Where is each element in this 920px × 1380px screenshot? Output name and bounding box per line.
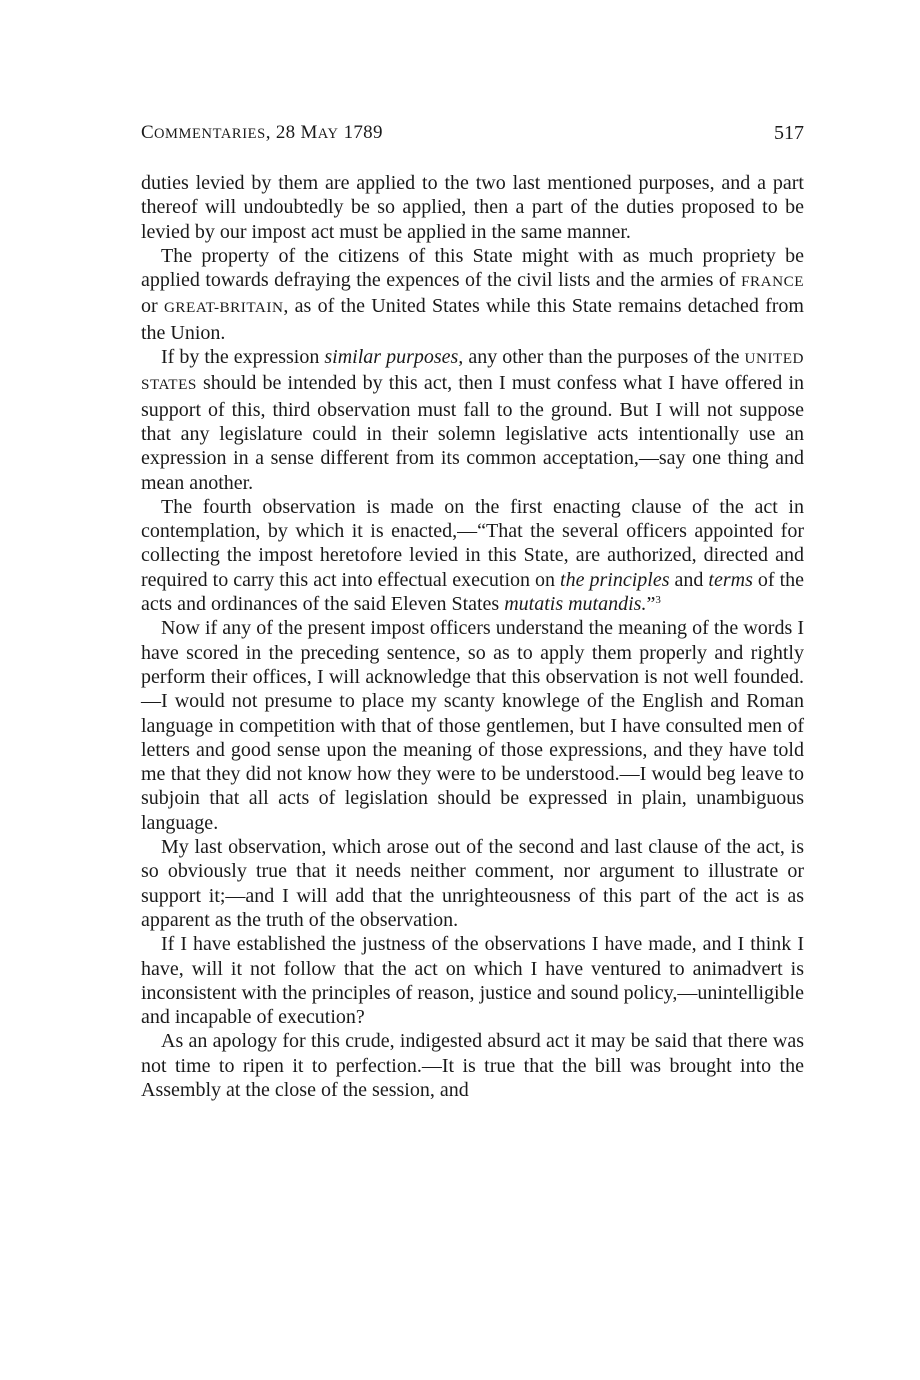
paragraph-5: Now if any of the present impost officers understand the meaning of the words I have scored in the preceding sentence, so as to apply them properly and rightly perform their offices, I will acknowledge that this observation is not well founded.—I would not presume to place my scanty knowlege of the English and Roman language in competition with that of those gentlemen, but I have consulted men of letters and good sense upon the meaning of those expressions, and they have told me that they did not know how they were to be understood.—I would beg leave to subjoin that all acts of legislation should be expressed in plain, unambiguous language. (141, 617, 804, 834)
paragraph-6: My last observation, which arose out of the second and last clause of the act, is so obviously true that it needs neither comment, nor argument to illustrate or support it;—and I will add that the unrighteousness of this part of the act is as apparent as the truth of the observation. (141, 836, 804, 931)
italic-phrase: terms (708, 568, 753, 591)
paragraph-8: As an apology for this crude, indigested absurd act it may be said that there was not time to ripen it to perfection.—It is true that the bill was brought into the Assembly at the close of the session, and (141, 1030, 804, 1101)
small-caps-great-britain: GREAT-BRITAIN (163, 299, 284, 317)
small-caps-france: FRANCE (741, 273, 804, 291)
page-number: 517 (774, 122, 804, 144)
paragraph-2: The property of the citizens of this State might with as much propriety be applied towards defraying the expences of the civil lists and the armies of FRANCE or GREAT-BRITAIN, as of the United States while this State remains detached from the Union. (141, 244, 804, 344)
paragraph-4: The fourth observation is made on the first enacting clause of the act in contemplation, by which it is enacted,—“That the several officers appointed for collecting the impost heretofore levied in this State, are authorized, directed and required to carry this act into effectual execution on the principles and terms of the acts and ordinances of the said Eleven States mutatis mutandis.”$^3$ (141, 495, 804, 616)
small-caps-united-states: UNITED STATES (141, 350, 805, 394)
italic-phrase: similar purposes, (324, 346, 464, 369)
footnote-marker: 3 (655, 594, 661, 607)
paragraph-1: duties levied by them are applied to the two last mentioned purposes, and a part thereof will undoubtedly be so applied, then a part of the duties proposed to be levied by our impost act must be applied in the same manner. (141, 172, 804, 243)
body-text (141, 171, 804, 1102)
running-head (141, 122, 804, 152)
italic-phrase: the principles (560, 568, 670, 591)
paragraph-7: If I have established the justness of the observations I have made, and I think I have, will it not follow that the act on which I have ventured to animadvert is inconsistent with the principles of reason, justice and sound policy,—unintelligible and incapable of execution? (141, 933, 804, 1029)
paragraph-3: If by the expression similar purposes, any other than the purposes of the UNITED STATES should be intended by this act, then I must confess what I have offered in support of this, third observation must fall to the ground. But I will not suppose that any legislature could in their solemn legislative acts intentionally use an expression in a sense different from its common acceptation,—say one thing and mean another. (141, 346, 805, 494)
italic-phrase: mutatis mutandis. (504, 593, 647, 616)
running-head-title: COMMENTARIES, 28 MAY 1789 (141, 122, 383, 143)
